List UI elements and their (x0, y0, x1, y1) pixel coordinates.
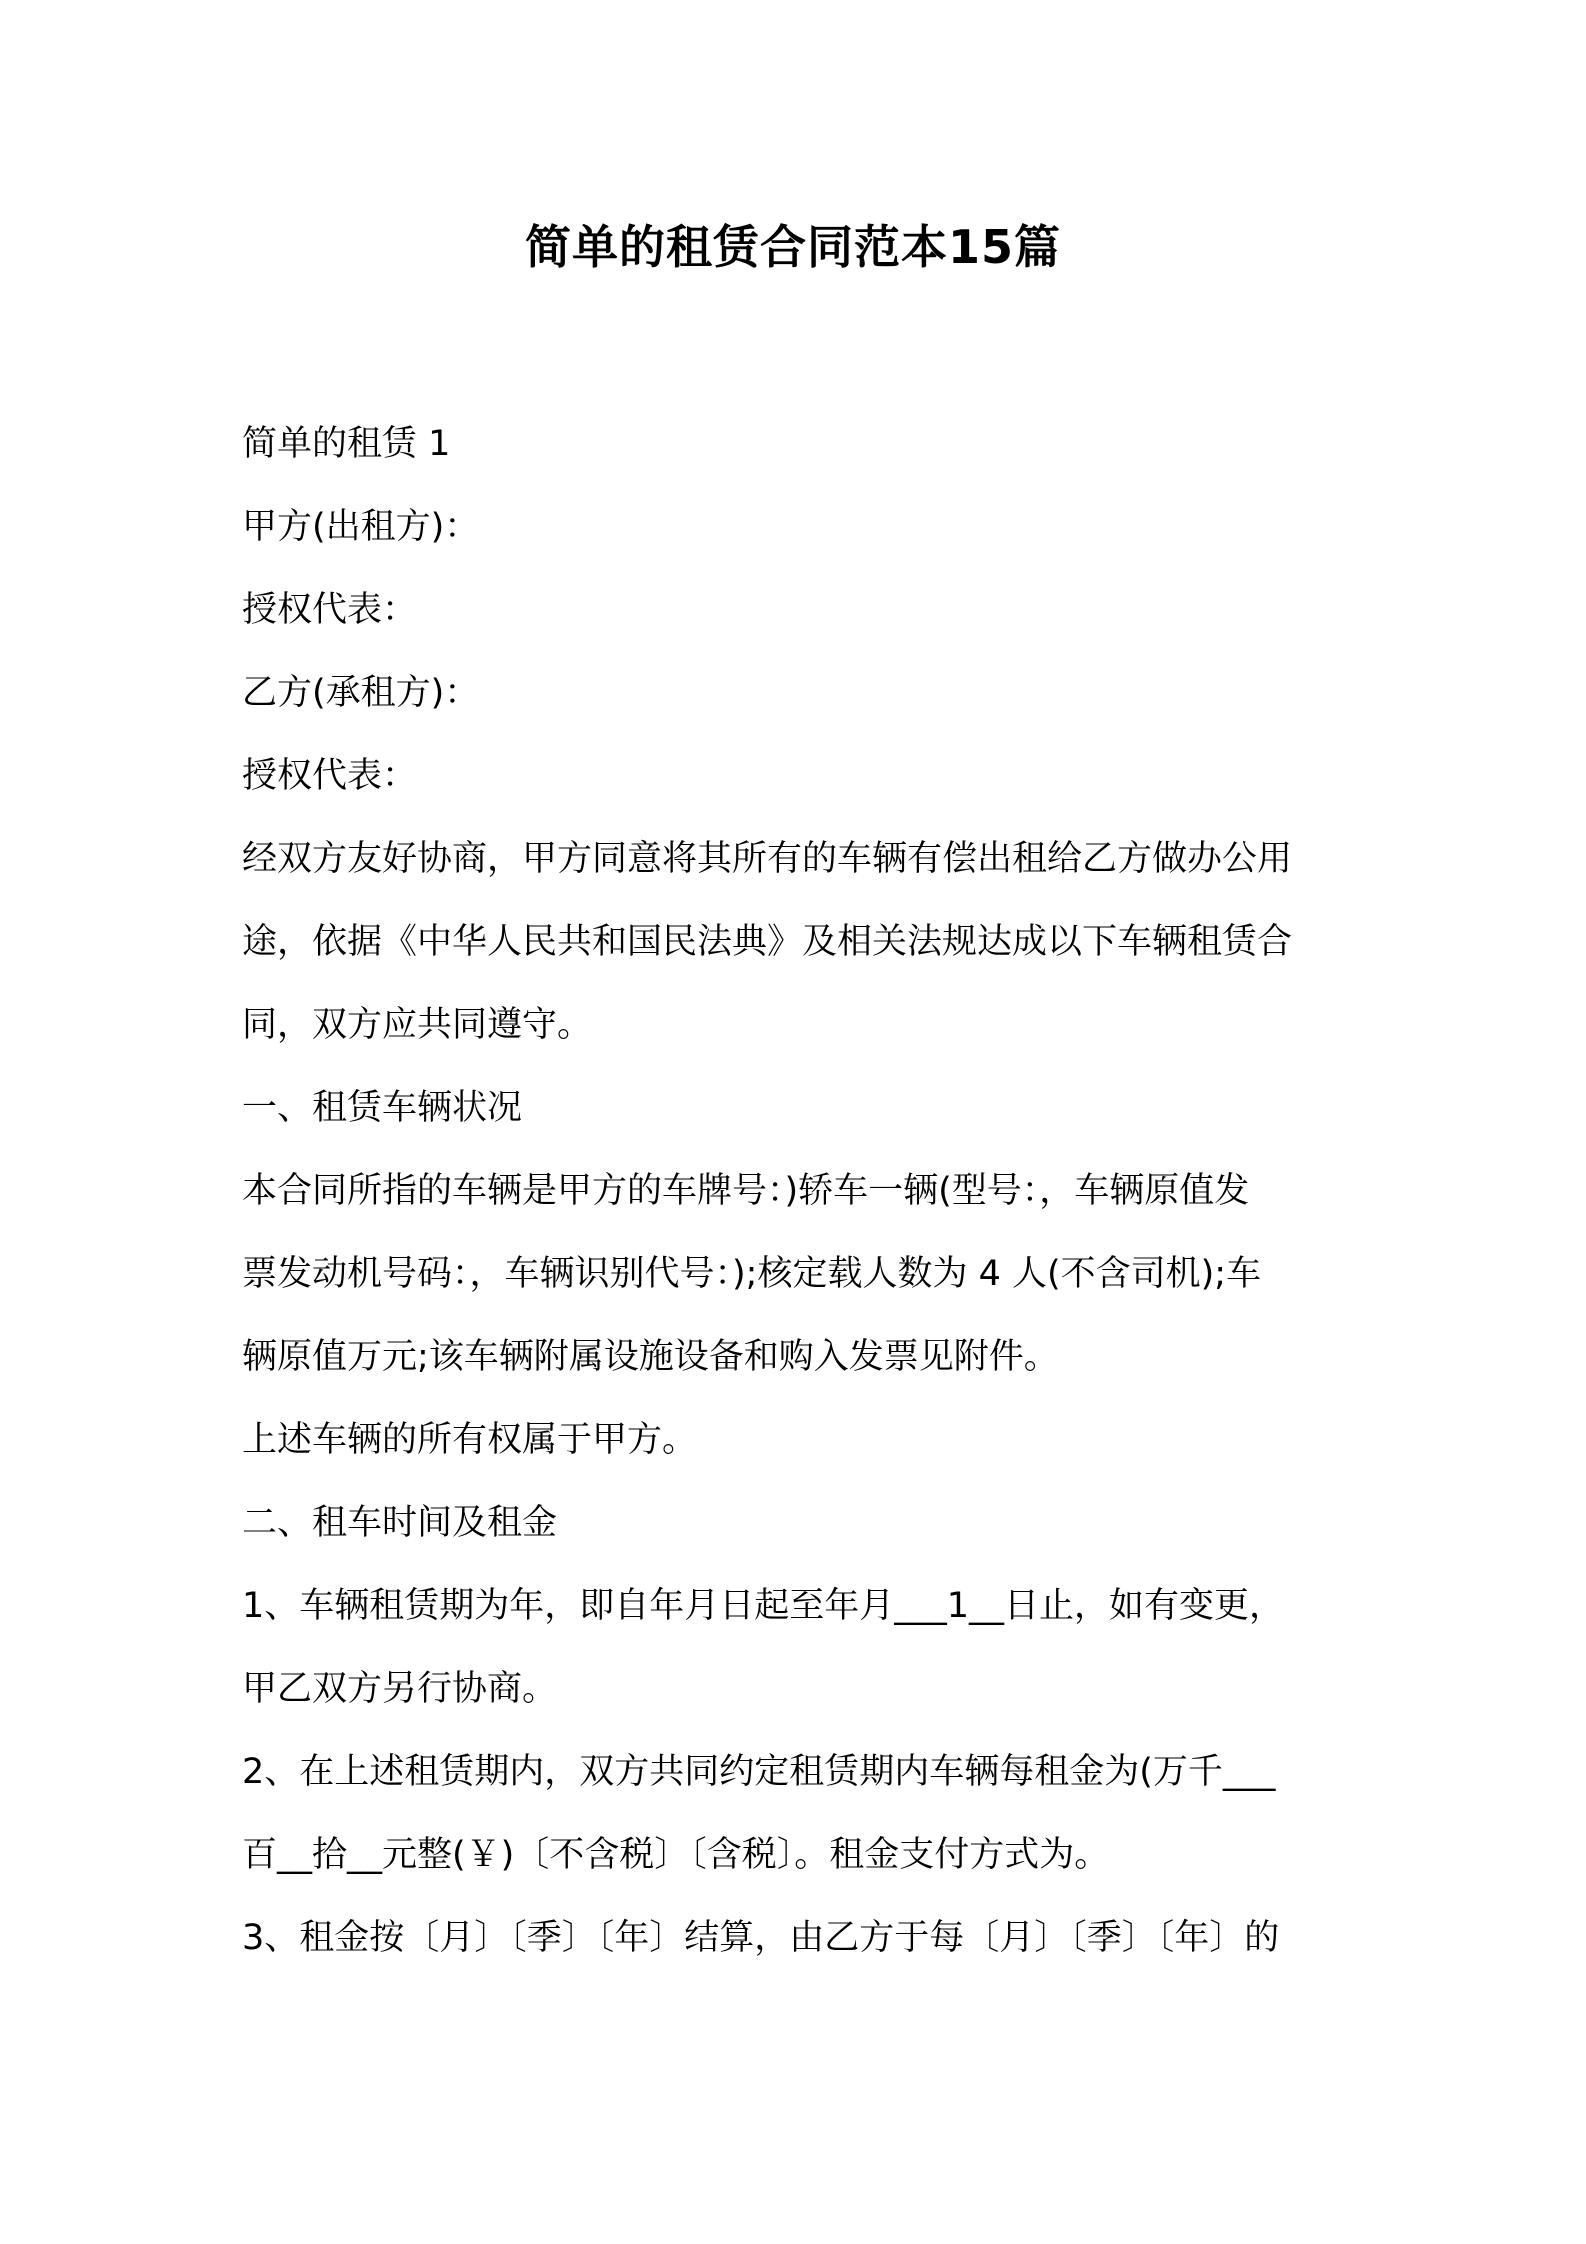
text-line: 乙方(承租方)： (242, 673, 480, 713)
text-line: 上述车辆的所有权属于甲方。 (242, 1420, 698, 1460)
text-line: 甲乙双方另行协商。 (242, 1669, 558, 1709)
text-line: 同，双方应共同遵守。 (242, 1005, 593, 1045)
text-line: 甲方(出租方)： (242, 507, 480, 547)
section-heading: 一、租赁车辆状况 (242, 1088, 523, 1128)
text-line: 授权代表： (242, 756, 418, 796)
text-line: 辆原值万元;该车辆附属设施设备和购入发票见附件。 (242, 1337, 1059, 1377)
text-line: 1、车辆租赁期为年，即自年月日起至年月___1__日止，如有变更， (242, 1586, 1285, 1626)
document-body (242, 403, 1362, 1980)
text-line: 简单的租赁 1 (242, 424, 451, 464)
text-line: 经双方友好协商，甲方同意将其所有的车辆有偿出租给乙方做办公用 (242, 839, 1293, 879)
text-line: 途，依据《中华人民共和国民法典》及相关法规达成以下车辆租赁合 (242, 922, 1293, 962)
text-line: 3、租金按〔月〕〔季〕〔年〕结算，由乙方于每〔月〕〔季〕〔年〕的 (242, 1918, 1280, 1958)
text-line: 授权代表： (242, 590, 418, 630)
document-title: 简单的租赁合同范本15篇 (524, 220, 1061, 274)
text-line: 2、在上述租赁期内，双方共同约定租赁期内车辆每租金为(万千___ (242, 1752, 1276, 1792)
section-heading: 二、租车时间及租金 (242, 1503, 558, 1543)
text-line: 百__拾__元整(￥)〔不含税〕〔含税〕。租金支付方式为。 (242, 1835, 1110, 1875)
text-line: 本合同所指的车辆是甲方的车牌号：)轿车一辆(型号：，车辆原值发 (242, 1171, 1250, 1211)
text-line: 票发动机号码：，车辆识别代号：);核定载人数为 4 人(不含司机);车 (242, 1254, 1262, 1294)
